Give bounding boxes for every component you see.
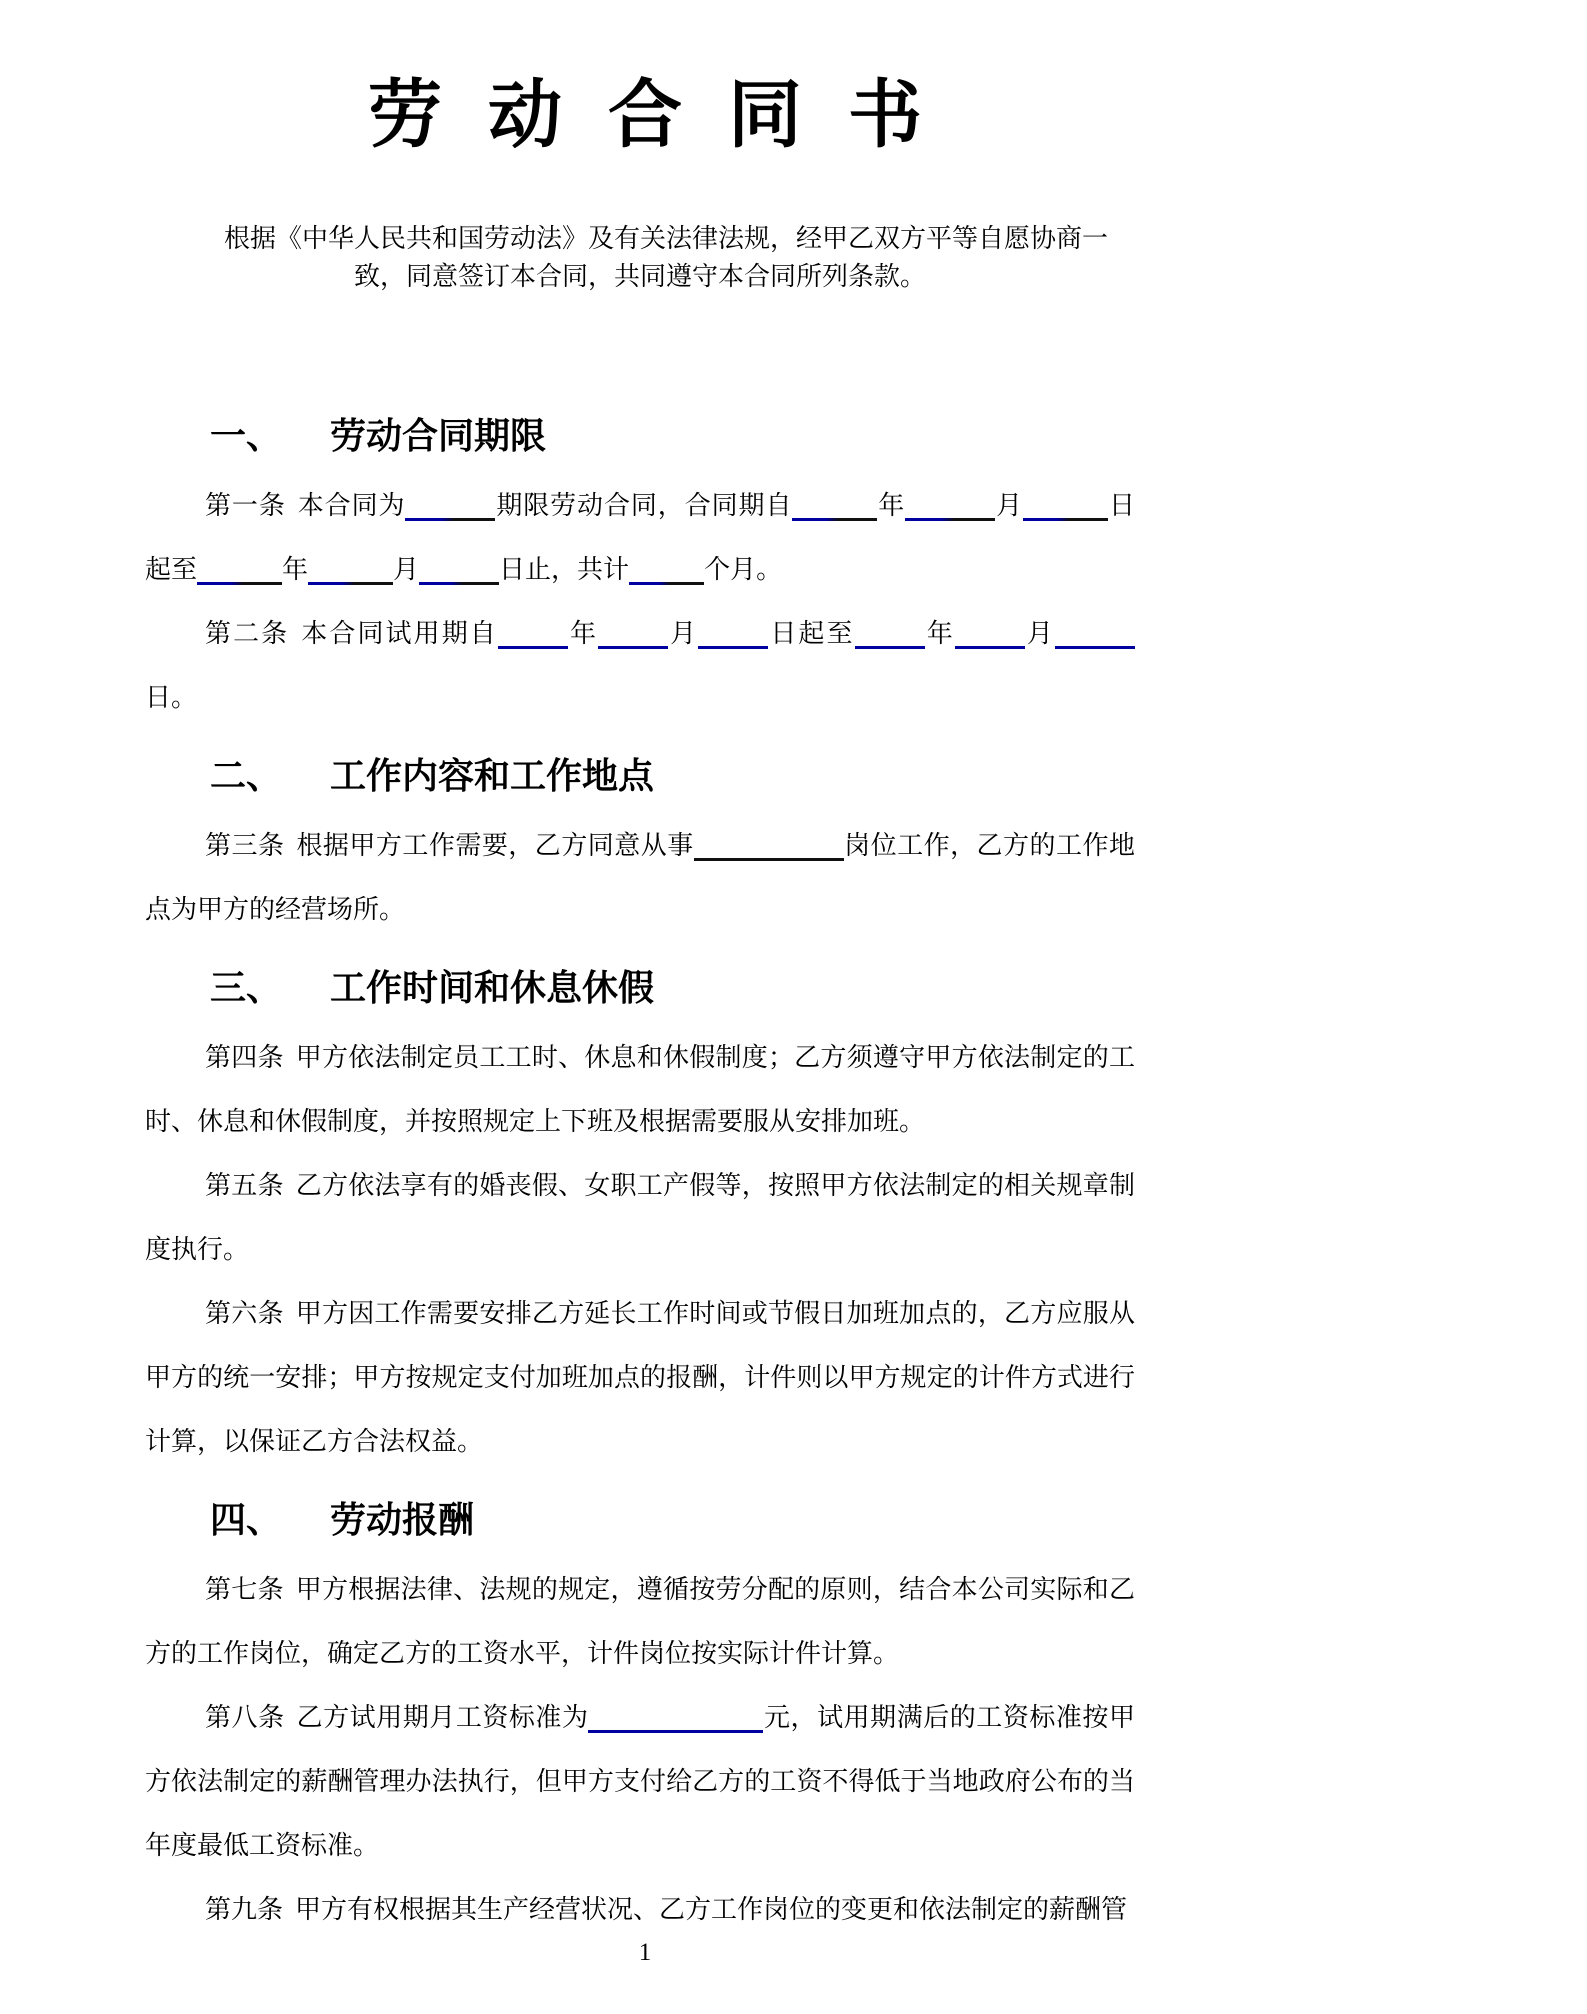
clause-text: 岗位工作，乙方的工作地点为甲方的经营场所。: [145, 831, 1135, 924]
section-number: 一、: [210, 415, 283, 456]
blank-field[interactable]: [308, 556, 393, 585]
clause-paragraph: [145, 814, 1135, 942]
blank-field[interactable]: [405, 492, 495, 521]
blank-field[interactable]: [498, 620, 568, 649]
clause-label: 第四条: [205, 1043, 284, 1072]
clause-paragraph: [145, 1686, 1135, 1878]
section-title: 工作时间和休息休假: [330, 967, 655, 1008]
clause-label: 第三条: [205, 831, 285, 860]
section-title: 工作内容和工作地点: [330, 755, 655, 796]
clause-text: 元，试用期满后的工资标准按甲方依法制定的薪酬管理办法执行，但甲方支付给乙方的工资不得低于当地政府公布的当年度最低工资标准。: [145, 1703, 1135, 1860]
clause-label: 第六条: [205, 1299, 284, 1328]
section-heading: [210, 1488, 1290, 1552]
clause-paragraph: [145, 1558, 1135, 1686]
clause-text: 日起至: [768, 619, 855, 648]
blank-field[interactable]: [598, 620, 668, 649]
clause-label: 第一条: [205, 491, 286, 520]
clause-text: 年: [282, 555, 309, 584]
blank-field[interactable]: [588, 1704, 763, 1733]
clause-label: 第九条: [205, 1895, 284, 1924]
clause-text: 乙方依法享有的婚丧假、女职工产假等，按照甲方依法制定的相关规章制度执行。: [145, 1171, 1135, 1264]
clause-text: 个月。: [704, 555, 783, 584]
clause-label: 第八条: [205, 1703, 285, 1732]
clause-text: 本合同试用期自: [301, 619, 498, 648]
clause-paragraph: [145, 602, 1135, 730]
clause-text: 甲方根据法律、法规的规定，遵循按劳分配的原则，结合本公司实际和乙方的工作岗位，确定乙方的工资水平，计件岗位按实际计件计算。: [145, 1575, 1135, 1668]
blank-field[interactable]: [955, 620, 1025, 649]
clause-text: 日起至: [145, 491, 1135, 584]
section-heading: [210, 744, 1290, 808]
intro-paragraph: 根据《中华人民共和国劳动法》及有关法律法规，经甲乙双方平等自愿协商一致，同意签订本合同，共同遵守本合同所列条款。: [223, 224, 1108, 291]
blank-field[interactable]: [694, 832, 844, 861]
section-number: 四、: [210, 1499, 283, 1540]
section-heading: [210, 404, 1290, 468]
clause-text: 本合同为: [297, 491, 406, 520]
clause-label: 第二条: [205, 619, 290, 648]
clause-text: 月: [393, 555, 420, 584]
section-title: 劳动合同期限: [330, 415, 547, 456]
clause-text: 年: [877, 491, 906, 520]
clause-label: 第五条: [205, 1171, 284, 1200]
clause-text: 期限劳动合同，合同期自: [495, 491, 793, 520]
clause-label: 第七条: [205, 1575, 284, 1604]
document-page: [0, 55, 1290, 2014]
blank-field[interactable]: [905, 492, 995, 521]
clause-text: 乙方试用期月工资标准为: [296, 1703, 589, 1732]
section-title: 劳动报酬: [330, 1499, 475, 1540]
clause-paragraph: [145, 1026, 1135, 1154]
clause-paragraph: [145, 474, 1135, 602]
blank-field[interactable]: [792, 492, 877, 521]
clause-paragraph: [145, 1154, 1135, 1282]
blank-field[interactable]: [629, 556, 704, 585]
clause-text: 月: [668, 619, 699, 648]
page-number: 1: [638, 1939, 652, 1966]
clause-paragraph: [145, 1878, 1135, 1942]
clause-text: 月: [995, 491, 1024, 520]
blank-field[interactable]: [855, 620, 925, 649]
clause-text: 年: [567, 619, 599, 648]
blank-field[interactable]: [1023, 492, 1108, 521]
clause-text: 日。: [145, 683, 198, 712]
blank-field[interactable]: [419, 556, 499, 585]
section-number: 三、: [210, 967, 283, 1008]
blank-field[interactable]: [197, 556, 282, 585]
sections-container: [0, 404, 1290, 1942]
clause-paragraph: [145, 1282, 1135, 1474]
blank-field[interactable]: [1055, 620, 1135, 649]
clause-text: 甲方依法制定员工工时、休息和休假制度；乙方须遵守甲方依法制定的工时、休息和休假制度，并按照规定上下班及根据需要服从安排加班。: [145, 1043, 1135, 1136]
blank-field[interactable]: [698, 620, 768, 649]
clause-text: 根据甲方工作需要，乙方同意从事: [296, 831, 694, 860]
clause-text: 月: [1024, 619, 1055, 648]
clause-text: 甲方因工作需要安排乙方延长工作时间或节假日加班加点的，乙方应服从甲方的统一安排；甲方按规定支付加班加点的报酬，计件则以甲方规定的计件方式进行计算，以保证乙方合法权益。: [145, 1299, 1135, 1456]
section-number: 二、: [210, 755, 283, 796]
document-title: 劳动合同书: [368, 73, 968, 156]
clause-text: 年: [924, 619, 955, 648]
clause-text: 日止，共计: [499, 555, 630, 584]
clause-text: 甲方有权根据其生产经营状况、乙方工作岗位的变更和依法制定的薪酬管: [295, 1895, 1128, 1924]
section-heading: [210, 956, 1290, 1020]
